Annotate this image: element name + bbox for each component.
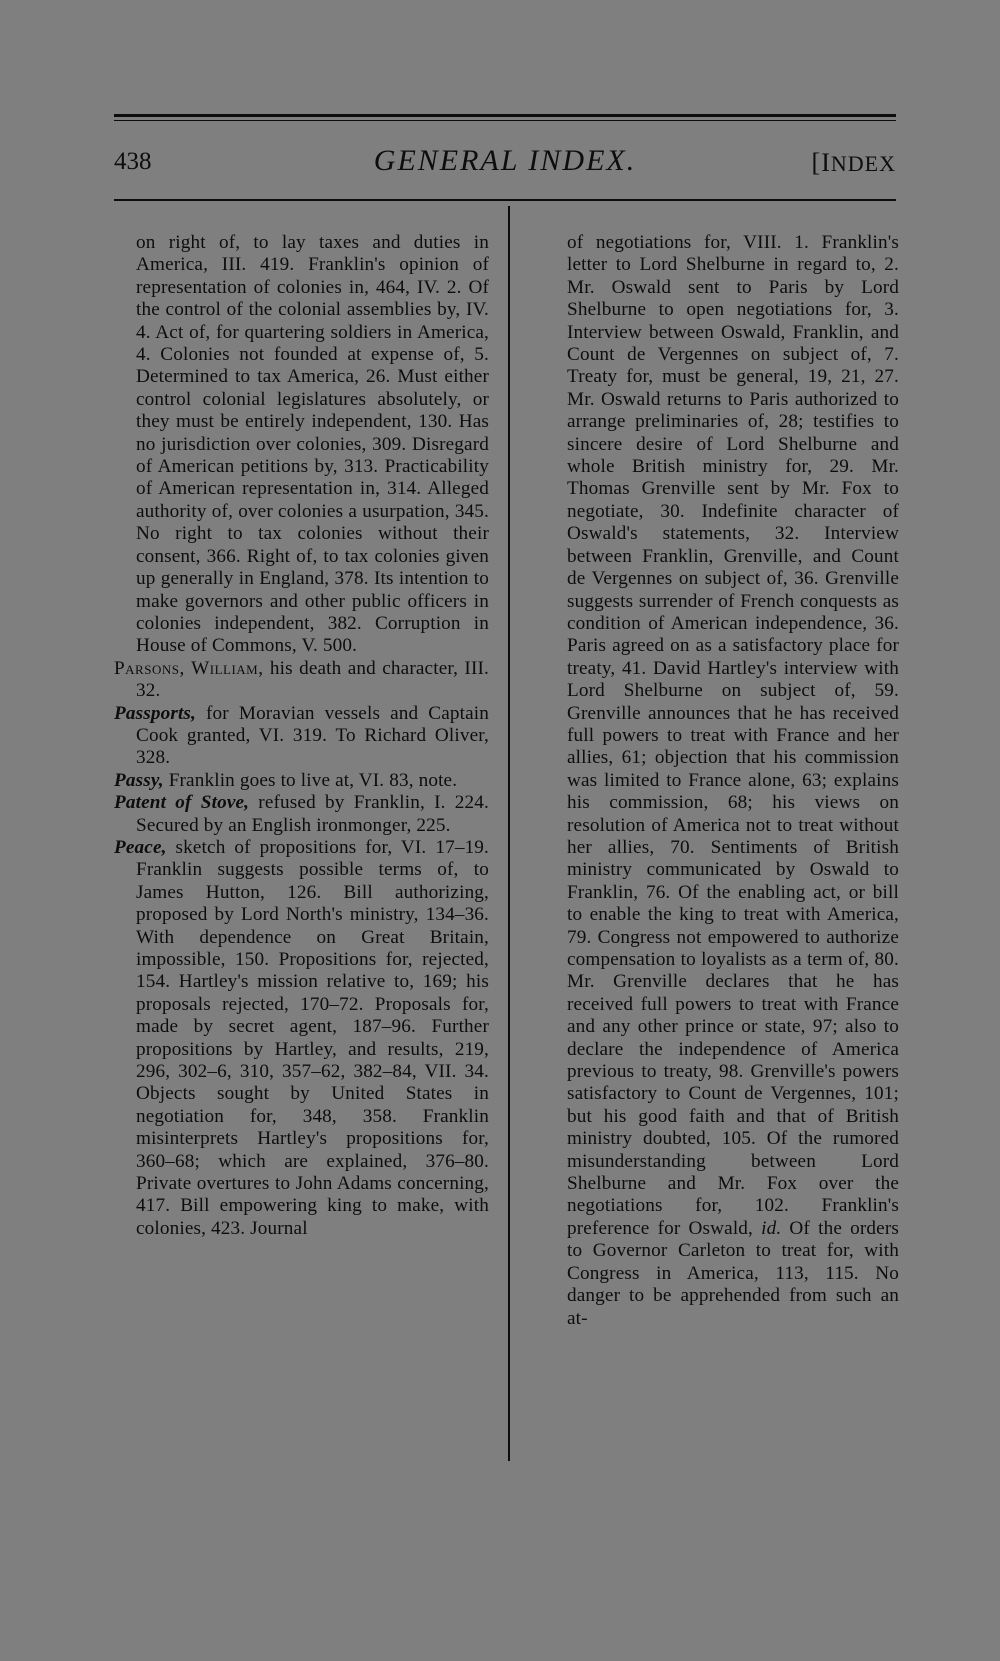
entry-text: his death and character, III. 32. [136, 657, 489, 702]
entry-text: on right of, to lay taxes and duties in America, III. 419. Franklin's opinion of representation of colonies in, 464, IV. 2. Of the control of the colonial assemblies by, IV. 4. Act of, for quartering soldiers in America, 4. Colonies not founded at expense of, 5. Determined to tax America, 26. Must either control colonial legislatures absolutely, or they must be entirely independent, 130. Has no jurisdiction over colonies, 309. Disregard of American petitions by, 313. Practicability of American representation in, 314. Alleged authority of, over colonies a usurpation, 345. No right to tax colonies without their consent, 366. Right of, to tax colonies given up generally in England, 378. Its intention to make governors and other public officers in colonies independent, 382. Corruption in House of Commons, V. 500. [136, 232, 489, 657]
index-entry-continuation [545, 232, 899, 1330]
column-divider [508, 206, 510, 1461]
index-entry-passy [114, 770, 489, 792]
header-rule [114, 199, 896, 201]
entry-text: refused by Franklin, I. 224. Secured by an English ironmonger, 225. [136, 792, 489, 836]
index-entry-peace [114, 837, 489, 1240]
entry-text: for Moravian vessels and Captain Cook granted, VI. 319. To Richard Oliver, 328. [136, 702, 489, 769]
right-column [545, 232, 899, 1330]
page-header [114, 144, 896, 188]
index-entry-continuation [114, 232, 489, 658]
section-initial: I [821, 148, 831, 177]
page-number: 438 [114, 148, 152, 175]
entry-id-abbrev: id. [761, 1217, 782, 1239]
section-bracket: [ [811, 148, 822, 177]
entry-text-after: Of the orders to Governor Carleton to treat for, with Congress in America, 113, 115. No danger to be apprehended from such an at- [567, 1217, 899, 1329]
entry-headword: Peace, [114, 836, 167, 858]
index-entry-passports [114, 703, 489, 770]
entry-text: Franklin goes to live at, VI. 83, note. [163, 769, 458, 791]
section-rest: NDEX [830, 151, 896, 176]
entry-headword: Passy, [114, 769, 164, 791]
entry-text: of negotiations for, VIII. 1. Franklin's letter to Lord Shelburne in regard to, 2. Mr. Oswald sent to Paris by Lord Shelburne to open negotiations for, 3. Interview between Oswald, Franklin, and Count de Vergennes on subject of, 7. Treaty for, must be general, 19, 21, 27. Mr. Oswald returns to Paris authorized to arrange preliminaries of, 28; testifies to sincere desire of Lord Shelburne and whole British ministry for, 29. Mr. Thomas Grenville sent by Mr. Fox to negotiate, 30. Indefinite character of Oswald's statements, 32. Interview between Franklin, Grenville, and Count de Vergennes on subject of, 36. Grenville suggests surrender of French conquests as condition of American independence, 36. Paris agreed on as a satisfactory place for treaty, 41. David Hartley's interview with Lord Shelburne on subject of, 59. Grenville announces that he has received full powers to treat with France and her allies, 61; objection that his commission was limited to France alone, 63; explains his commission, 68; his views on resolution of America not to treat without her allies, 70. Sentiments of British ministry communicated by Oswald to Franklin, 76. Of the enabling act, or bill to enable the king to treat with America, 79. Congress not empowered to authorize compensation to loyalists as a term of, 80. Mr. Grenville declares that he has received full powers to treat with France and any other prince or state, 97; also to declare the independence of America previous to treaty, 98. Grenville's powers satisfactory to Count de Vergennes, 101; but his good faith and that of British ministry doubted, 105. Of the rumored misunderstanding between Lord Shelburne and Mr. Fox over the negotiations for, 102. Franklin's preference for Oswald, [567, 232, 899, 1239]
left-column [114, 232, 489, 1240]
entry-headword: Parsons, William, [114, 657, 264, 679]
page-title: GENERAL INDEX. [373, 144, 637, 177]
entry-text: sketch of propositions for, VI. 17–19. Franklin suggests possible terms of, to James Hutton, 126. Bill authorizing, proposed by Lord North's ministry, 134–36. With dependence on Great Britain, impossible, 150. Propositions for, rejected, 154. Hartley's mission relative to, 169; his proposals rejected, 170–72. Proposals for, made by secret agent, 187–96. Further propositions by Hartley, and results, 219, 296, 302–6, 310, 357–62, 382–84, VII. 34. Objects sought by United States in negotiation for, 348, 358. Franklin misinterprets Hartley's propositions for, 360–68; which are explained, 376–80. Private overtures to John Adams concerning, 417. Bill empowering king to make, with colonies, 423. Journal [136, 836, 489, 1239]
top-rule-thick [114, 114, 896, 117]
index-entry-patent [114, 792, 489, 837]
section-label [812, 148, 896, 178]
entry-headword: Patent of Stove, [114, 792, 250, 814]
index-entry-parsons [114, 658, 489, 703]
entry-headword: Passports, [114, 702, 196, 724]
top-rule-thin [114, 120, 896, 121]
